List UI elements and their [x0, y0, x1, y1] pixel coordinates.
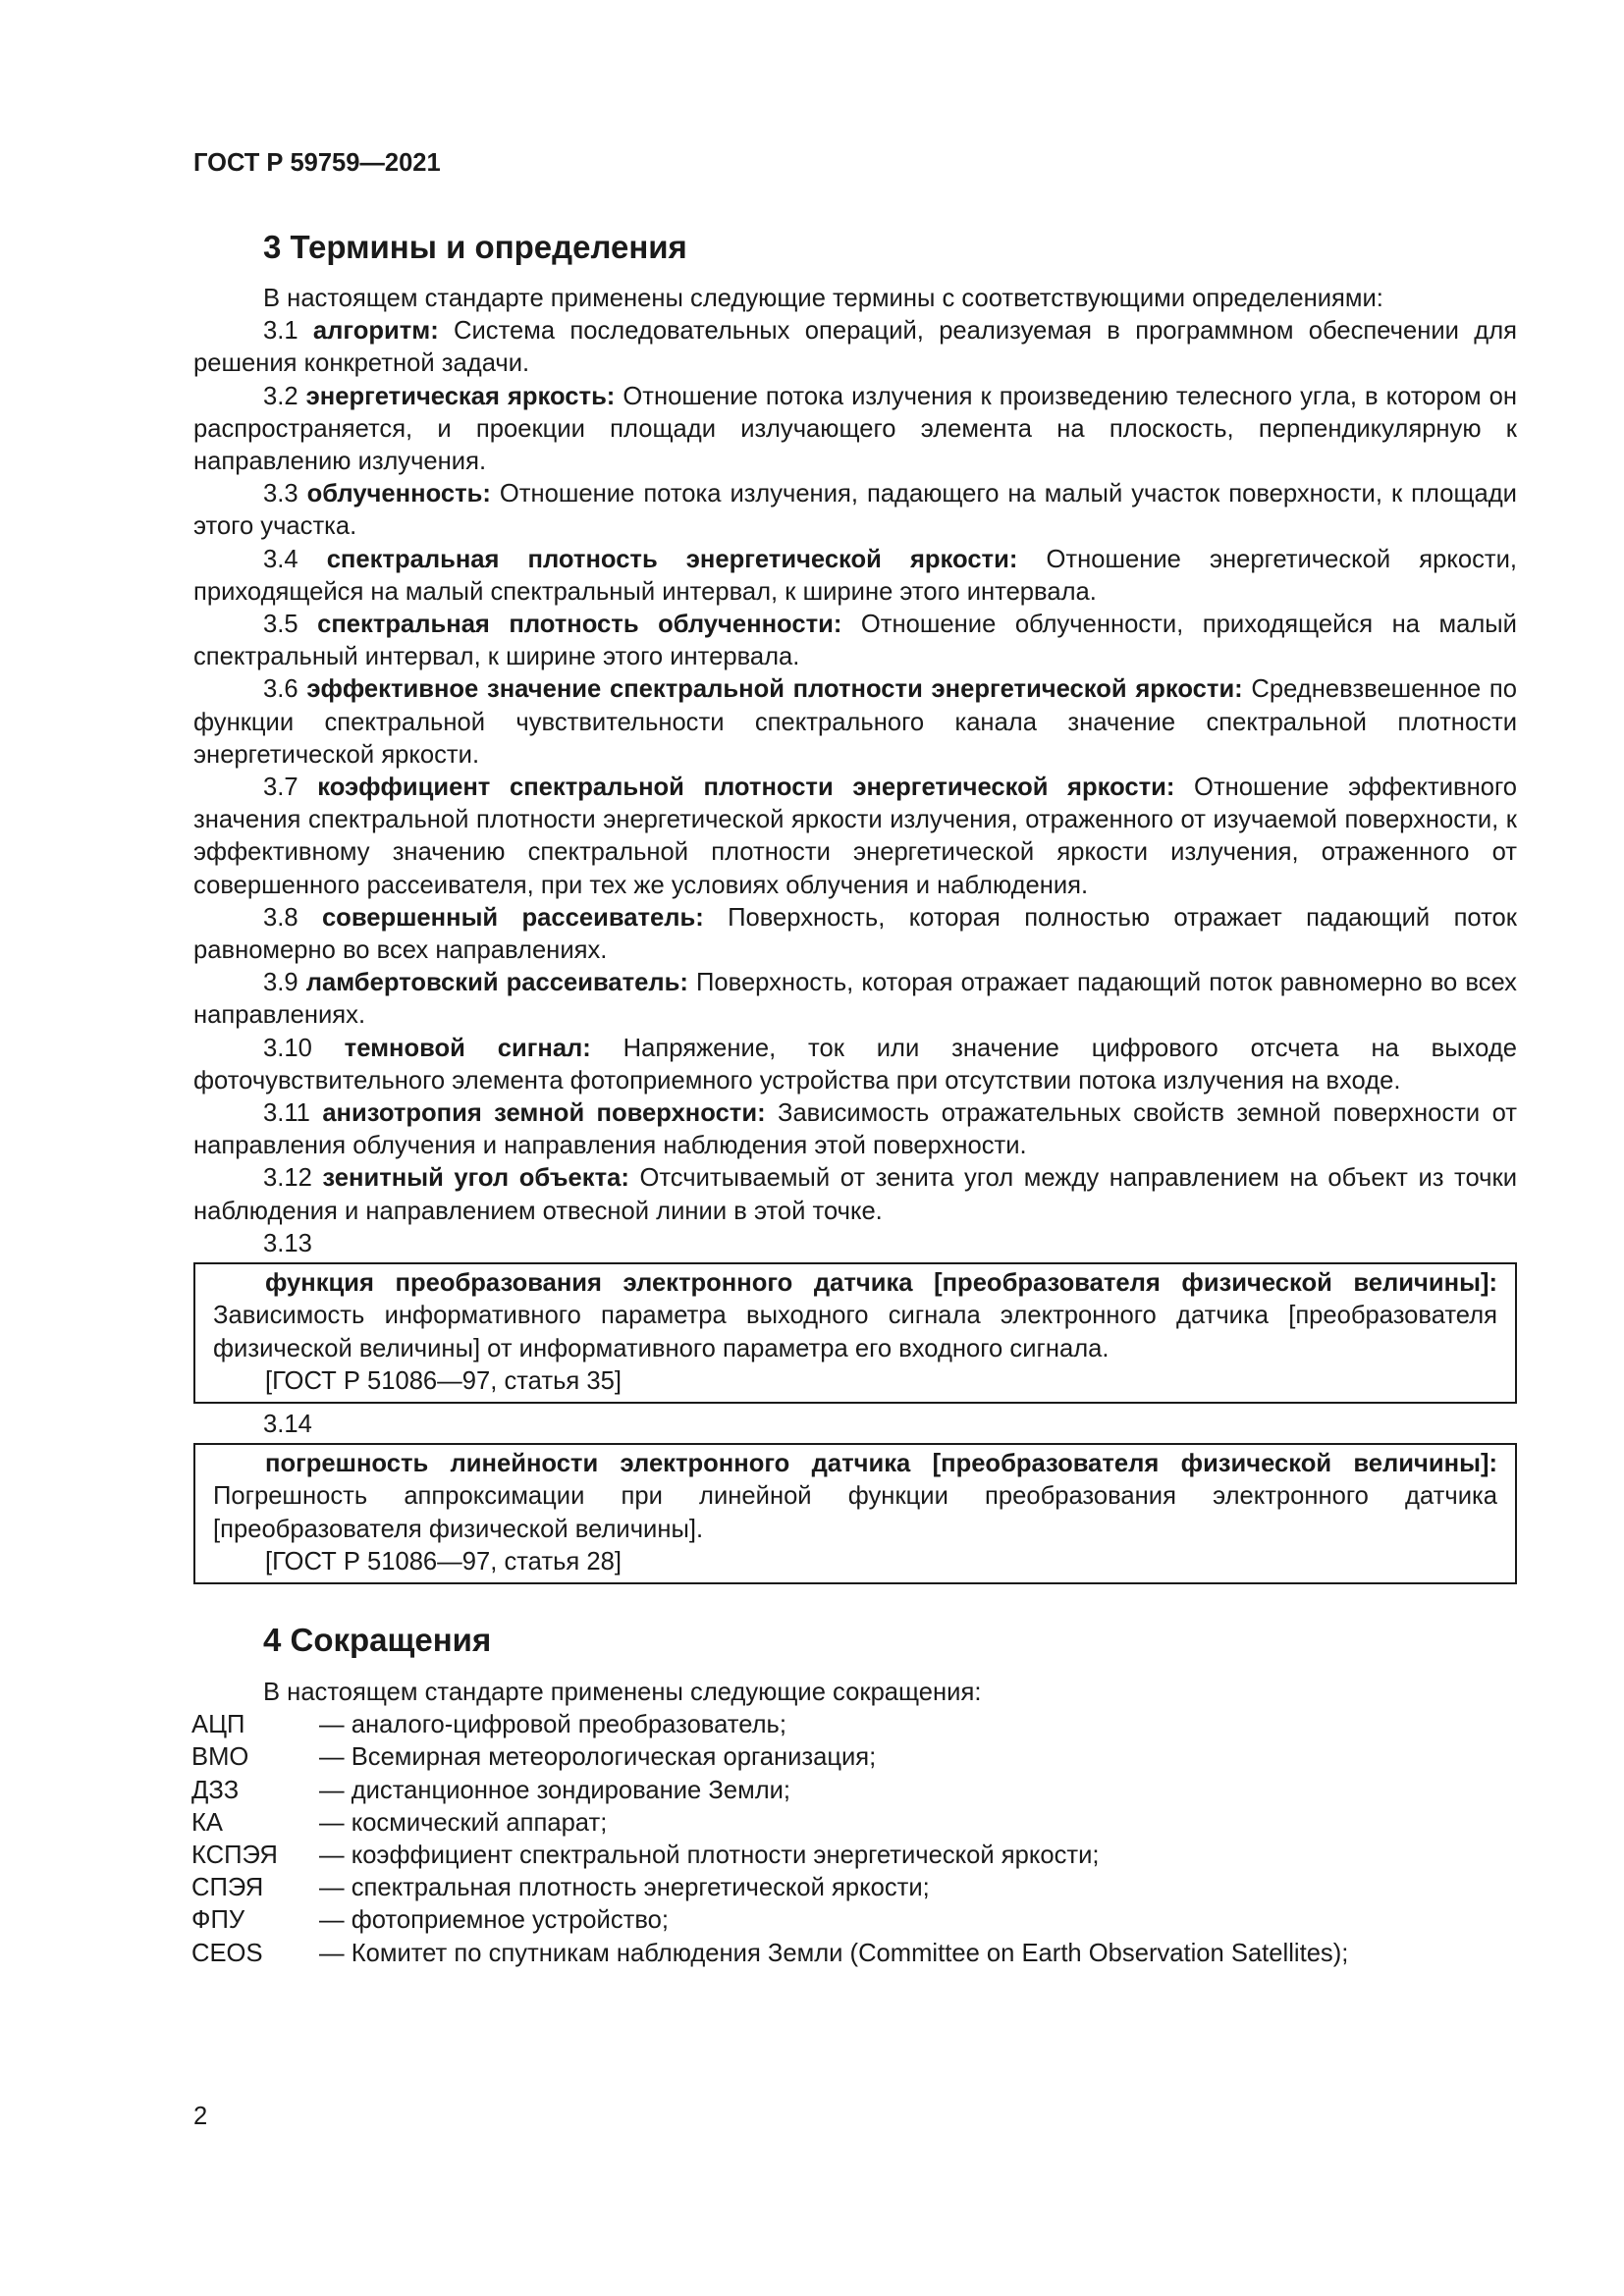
term-text: Отношение потока излучения, падающего на малый участок поверхности, к площади этого участка.: [193, 480, 1517, 541]
abbreviation-code: CEOS: [191, 1939, 263, 1967]
boxed-term: [193, 1443, 1517, 1584]
term-name: анизотропия земной поверхности:: [322, 1099, 766, 1128]
term-definition: [213, 1448, 1497, 1546]
term-text: Отношение эффективного значения спектральной плотности энергетической яркости излучения, отраженного от изучаемой поверхности, к эффективному значению спектральной плотности энергетической яркости излучения, отраженного от совершенного рассеивателя, при тех же условиях облучения и наблюдения.: [193, 774, 1517, 899]
abbreviation-row: [191, 1709, 1517, 1741]
term-number: 3.2: [263, 382, 298, 410]
term-number: 3.8: [263, 903, 298, 932]
boxed-term-number: 3.14: [263, 1410, 312, 1438]
term-number: 3.12: [263, 1164, 312, 1193]
abbreviation-row: [191, 1741, 1517, 1774]
abbreviation-row: [191, 1872, 1517, 1904]
abbreviation-code: ФПУ: [191, 1906, 245, 1935]
document-id: ГОСТ Р 59759—2021: [193, 149, 441, 177]
term-name: погрешность линейности электронного датчика [преобразователя физической величины]:: [265, 1450, 1497, 1478]
term-text: Погрешность аппроксимации при линейной функции преобразования электронного датчика [преобразователя физической величины].: [213, 1482, 1497, 1543]
abbreviation-text: — спектральная плотность энергетической яркости;: [319, 1874, 930, 1902]
term-name: спектральная плотность облученности:: [317, 611, 842, 639]
term-name: ламбертовский рассеиватель:: [305, 969, 688, 997]
term-name: коэффициент спектральной плотности энергетической яркости:: [317, 774, 1175, 802]
section-3-intro: В настоящем стандарте применены следующие термины с соответствующими определениями:: [263, 285, 1383, 312]
term-name: зенитный угол объекта:: [322, 1164, 629, 1193]
abbreviations-list: [191, 1709, 1517, 1970]
section-4-title: 4 Сокращения: [263, 1621, 492, 1658]
section-4-intro: В настоящем стандарте применены следующие сокращения:: [263, 1678, 982, 1706]
boxed-term: [193, 1262, 1517, 1404]
abbreviation-code: СПЭЯ: [191, 1874, 264, 1902]
terms-list: [193, 315, 1517, 1228]
section-3-title: 3 Термины и определения: [263, 229, 687, 265]
term-text: Поверхность, которая отражает падающий поток равномерно во всех направлениях.: [193, 969, 1517, 1030]
boxed-term-number: 3.13: [263, 1229, 312, 1257]
boxed-terms-list: [193, 1228, 1517, 1584]
term-definition: [193, 1162, 1517, 1227]
term-name: совершенный рассеиватель:: [321, 903, 704, 932]
abbreviation-row: [191, 1840, 1517, 1872]
abbreviation-code: ДЗЗ: [191, 1776, 240, 1804]
abbreviation-text: — Комитет по спутникам наблюдения Земли (Committee on Earth Observation Satellites);: [319, 1939, 1349, 1967]
term-text: Поверхность, которая полностью отражает падающий поток равномерно во всех направлениях.: [193, 903, 1517, 965]
abbreviation-code: КСПЭЯ: [191, 1841, 278, 1869]
term-text: Средневзвешенное по функции спектральной чувствительности спектрального канала значение спектральной плотности энергетической яркости.: [193, 675, 1517, 769]
term-text: Напряжение, ток или значение цифрового отсчета на выходе фоточувствительного элемента фотоприемного устройства при отсутствии потока излучения на входе.: [193, 1034, 1517, 1095]
term-definition: [193, 902, 1517, 967]
term-number: 3.7: [263, 774, 298, 802]
term-definition: [193, 1097, 1517, 1162]
term-definition: [193, 967, 1517, 1032]
term-text: Система последовательных операций, реализуемая в программном обеспечении для решения конкретной задачи.: [193, 317, 1517, 378]
term-text: Отношение потока излучения к произведению телесного угла, в котором он распространяется, и проекции площади излучающего элемента на плоскость, перпендикулярную к направлению излучения.: [193, 382, 1517, 476]
abbreviation-code: АЦП: [191, 1711, 245, 1739]
abbreviation-text: — аналого-цифровой преобразователь;: [319, 1711, 786, 1739]
term-number: 3.9: [263, 969, 298, 997]
term-number: 3.10: [263, 1034, 312, 1062]
document-body: [193, 228, 1517, 1970]
abbreviation-text: — космический аппарат;: [319, 1808, 608, 1837]
abbreviation-text: — дистанционное зондирование Земли;: [319, 1776, 791, 1804]
abbreviation-row: [191, 1775, 1517, 1807]
page-number: 2: [193, 2103, 208, 2130]
term-name: функция преобразования электронного датчика [преобразователя физической величины]:: [265, 1269, 1497, 1298]
term-name: алгоритм:: [312, 317, 439, 346]
abbreviation-row: [191, 1807, 1517, 1840]
term-definition: [193, 772, 1517, 902]
term-definition: [193, 381, 1517, 479]
term-name: облученность:: [306, 480, 491, 508]
term-definition: [193, 609, 1517, 673]
abbreviation-text: — фотоприемное устройство;: [319, 1906, 670, 1935]
term-source-reference: [ГОСТ Р 51086—97, статья 28]: [265, 1547, 622, 1575]
term-text: Зависимость отражательных свойств земной поверхности от направления облучения и направления наблюдения этой поверхности.: [193, 1099, 1517, 1160]
term-number: 3.5: [263, 611, 298, 639]
term-name: эффективное значение спектральной плотности энергетической яркости:: [306, 675, 1243, 704]
term-text: Отношение облученности, приходящейся на малый спектральный интервал, к ширине этого интервала.: [193, 611, 1517, 671]
term-definition: [213, 1267, 1497, 1365]
term-text: Отношение энергетической яркости, приходящейся на малый спектральный интервал, к ширине этого интервала.: [193, 545, 1518, 606]
abbreviation-text: — коэффициент спектральной плотности энергетической яркости;: [319, 1841, 1100, 1869]
abbreviation-code: КА: [191, 1808, 223, 1837]
abbreviation-code: ВМО: [191, 1743, 249, 1772]
term-number: 3.4: [263, 545, 298, 573]
term-number: 3.6: [263, 675, 298, 704]
term-definition: [193, 478, 1517, 543]
term-name: энергетическая яркость:: [305, 382, 616, 410]
term-number: 3.3: [263, 480, 298, 508]
term-definition: [193, 315, 1517, 380]
term-name: спектральная плотность энергетической яркости:: [326, 545, 1018, 573]
abbreviation-text: — Всемирная метеорологическая организация;: [319, 1743, 877, 1772]
term-name: темновой сигнал:: [344, 1034, 591, 1062]
term-source-reference: [ГОСТ Р 51086—97, статья 35]: [265, 1366, 622, 1395]
abbreviation-row: [191, 1904, 1517, 1937]
term-text: Отсчитываемый от зенита угол между направлением на объект из точки наблюдения и направлением отвесной линии в этой точке.: [193, 1164, 1517, 1225]
term-text: Зависимость информативного параметра выходного сигнала электронного датчика [преобразователя физической величины] от информативного параметра его входного сигнала.: [213, 1302, 1497, 1362]
term-number: 3.11: [263, 1099, 310, 1128]
term-definition: [193, 1033, 1517, 1097]
term-definition: [193, 544, 1517, 609]
term-definition: [193, 673, 1517, 772]
abbreviation-row: [191, 1938, 1517, 1970]
term-number: 3.1: [263, 317, 298, 346]
